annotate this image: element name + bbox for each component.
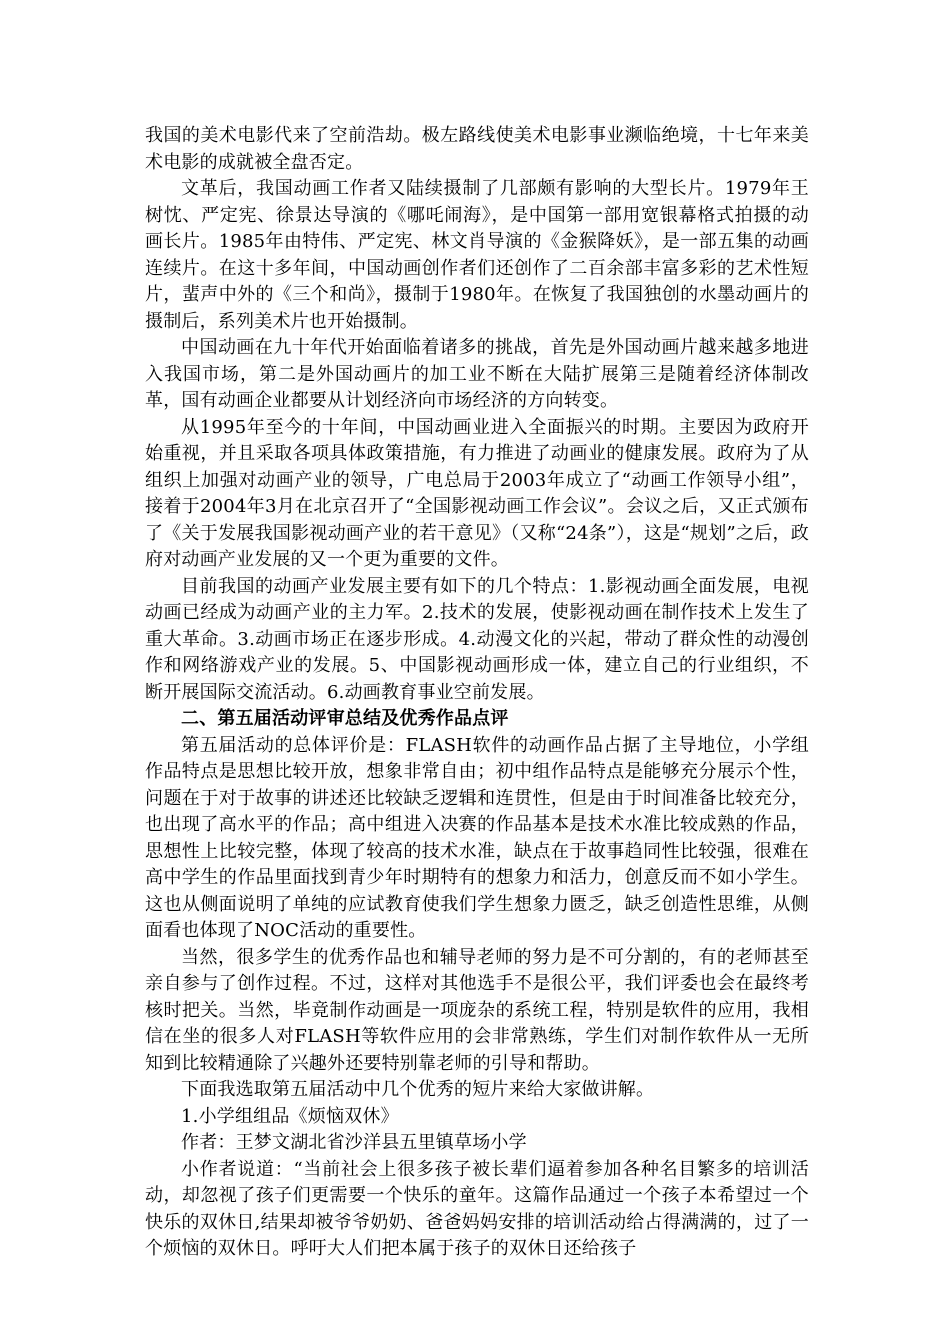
paragraph-5: 目前我国的动画产业发展主要有如下的几个特点：1.影视动画全面发展，电视动画已经成为动画产业的主力军。2.技术的发展，使影视动画在制作技术上发生了重大革命。3.动画市场正在逐步形成。4.动漫文化的兴起，带动了群众性的动漫创作和网络游戏产业的发展。5、中国影视动画形成一体，建立自己的行业组织，不断开展国际交流活动。6.动画教育事业空前发展。 [145, 575, 809, 703]
work-author: 作者：王梦文湖北省沙洋县五里镇草场小学 [181, 1132, 527, 1153]
work-title: 1.小学组组品《烦恼双休》 [181, 1105, 399, 1127]
paragraph-7: 当然，很多学生的优秀作品也和辅导老师的努力是不可分割的，有的老师甚至亲自参与了创作过程。不过，这样对其他选手不是很公平，我们评委也会在最终考核时把关。当然，毕竟制作动画是一项庞杂的系统工程，特别是软件的应用，我相信在坐的很多人对FLASH等软件应用的会非常熟练，学生们对制作软件从一无所知到比较精通除了兴趣外还要特别靠老师的引导和帮助。 [145, 946, 809, 1074]
paragraph-8: 下面我选取第五届活动中几个优秀的短片来给大家做讲解。 [181, 1079, 655, 1100]
paragraph-4: 从1995年至今的十年间，中国动画业进入全面振兴的时期。主要因为政府开始重视，并且采取各项具体政策措施，有力推进了动画业的健康发展。政府为了从组织上加强对动画产业的领导，广电总局于2003年成立了“动画工作领导小组”，接着于2004年3月在北京召开了“全国影视动画工作会议”。会议之后，又正式颁布了《关于发展我国影视动画产业的若干意见》（又称“24条”），这是“规划”之后，政府对动画产业发展的又一个更为重要的文件。 [145, 416, 809, 570]
paragraph-3: 中国动画在九十年代开始面临着诸多的挑战，首先是外国动画片越来越多地进入我国市场，第二是外国动画片的加工业不断在大陆扩展第三是随着经济体制改革，国有动画企业都要从计划经济向市场经济的方向转变。 [145, 337, 809, 411]
paragraph-9: 小作者说道：“当前社会上很多孩子被长辈们逼着参加各种名目繁多的培训活动，却忽视了孩子们更需要一个快乐的童年。这篇作品通过一个孩子本希望过一个快乐的双休日,结果却被爷爷奶奶、爸爸妈妈安排的培训活动给占得满满的，过了一个烦恼的双休日。呼吁大人们把本属于孩子的双休日还给孩子 [145, 1158, 809, 1259]
paragraph-1: 我国的美术电影代来了空前浩劫。极左路线使美术电影事业濒临绝境，十七年来美术电影的成就被全盘否定。 [145, 125, 809, 173]
section-heading: 二、第五届活动评审总结及优秀作品点评 [181, 708, 509, 729]
paragraph-2: 文革后，我国动画工作者又陆续摄制了几部颇有影响的大型长片。1979年王树忱、严定宪、徐景达导演的《哪吒闹海》，是中国第一部用宽银幕格式拍摄的动画长片。1985年由特伟、严定宪、林文肖导演的《金猴降妖》，是一部五集的动画连续片。在这十多年间，中国动画创作者们还创作了二百余部丰富多彩的艺术性短片，蜚声中外的《三个和尚》，摄制于1980年。在恢复了我国独创的水墨动画片的摄制后，系列美术片也开始摄制。 [145, 178, 809, 332]
paragraph-6: 第五届活动的总体评价是：FLASH软件的动画作品占据了主导地位，小学组作品特点是思想比较开放，想象非常自由；初中组作品特点是能够充分展示个性，问题在于对于故事的讲述还比较缺乏逻辑和连贯性，但是由于时间准备比较充分，也出现了高水平的作品；高中组进入决赛的作品基本是技术水准比较成熟的作品，思想性上比较完整，体现了较高的技术水准，缺点在于故事趋同性比较强，很难在高中学生的作品里面找到青少年时期特有的想象力和活力，创意反而不如小学生。这也从侧面说明了单纯的应试教育使我们学生想象力匮乏，缺乏创造性思维，从侧面看也体现了NOC活动的重要性。 [145, 734, 809, 941]
document-page [145, 123, 809, 1263]
